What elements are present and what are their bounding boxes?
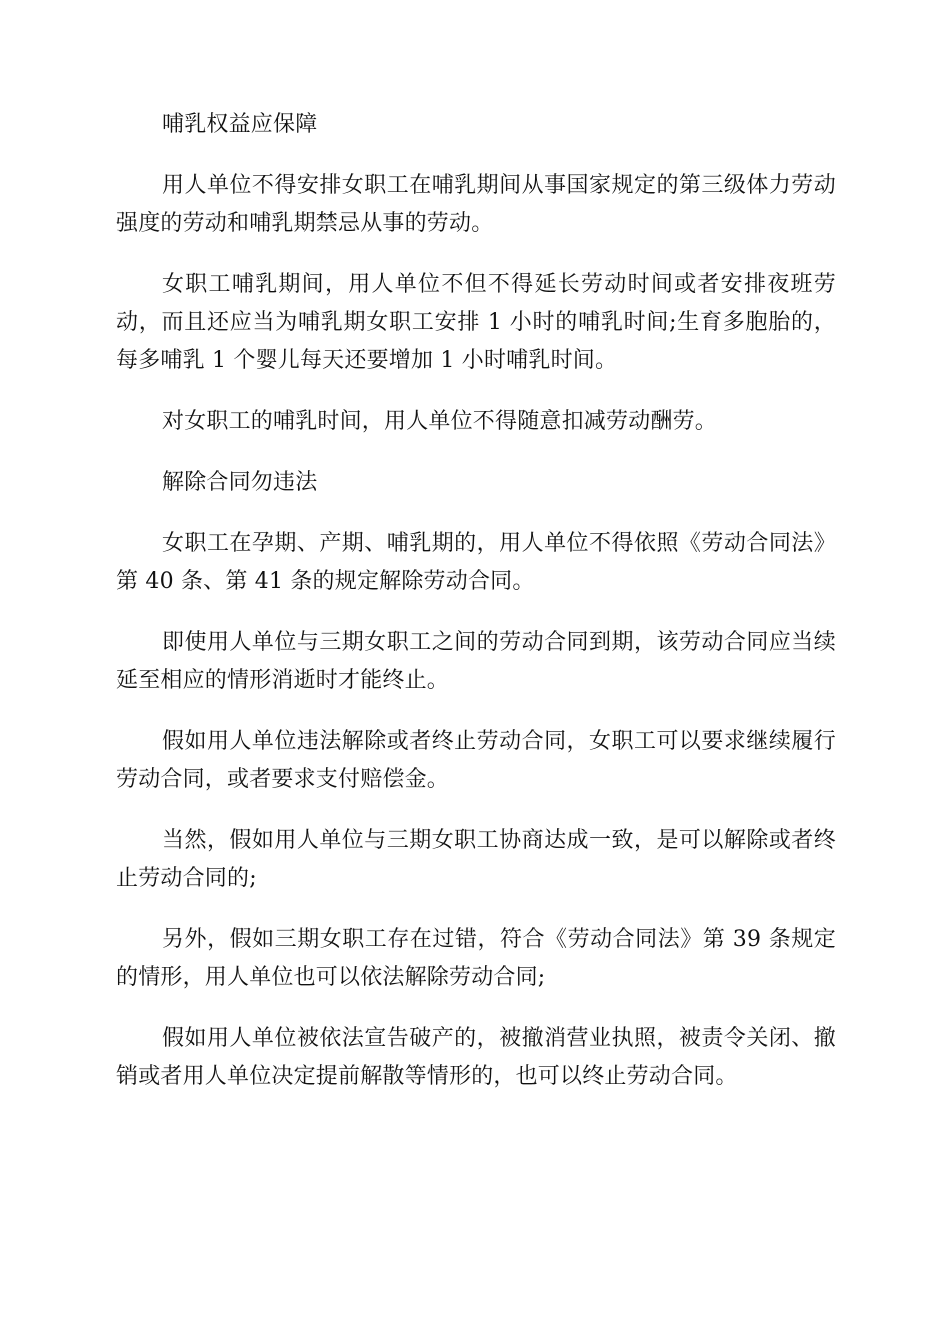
paragraph: 假如用人单位被依法宣告破产的，被撤消营业执照，被责令关闭、撤销或者用人单位决定提前解散等情形的，也可以终止劳动合同。 (116, 1026, 836, 1089)
paragraph: 女职工在孕期、产期、哺乳期的，用人单位不得依照《劳动合同法》第 40 条、第 41 条的规定解除劳动合同。 (116, 531, 836, 594)
section-heading-termination: 解除合同勿违法 (162, 470, 318, 495)
paragraph: 即使用人单位与三期女职工之间的劳动合同到期，该劳动合同应当续延至相应的情形消逝时才能终止。 (116, 630, 836, 693)
paragraph: 假如用人单位违法解除或者终止劳动合同，女职工可以要求继续履行劳动合同，或者要求支付赔偿金。 (116, 729, 836, 792)
paragraph: 当然，假如用人单位与三期女职工协商达成一致，是可以解除或者终止劳动合同的; (116, 828, 836, 891)
paragraph: 对女职工的哺乳时间，用人单位不得随意扣减劳动酬劳。 (162, 409, 718, 434)
paragraph: 另外，假如三期女职工存在过错，符合《劳动合同法》第 39 条规定的情形，用人单位也可以依法解除劳动合同; (116, 927, 836, 990)
section-heading-breastfeeding: 哺乳权益应保障 (162, 112, 318, 137)
document-body (116, 106, 836, 1119)
paragraph: 用人单位不得安排女职工在哺乳期间从事国家规定的第三级体力劳动强度的劳动和哺乳期禁忌从事的劳动。 (116, 173, 836, 236)
paragraph: 女职工哺乳期间，用人单位不但不得延长劳动时间或者安排夜班劳动，而且还应当为哺乳期女职工安排 1 小时的哺乳时间;生育多胞胎的，每多哺乳 1 个婴儿每天还要增加 1 小时哺乳时间。 (116, 272, 836, 373)
